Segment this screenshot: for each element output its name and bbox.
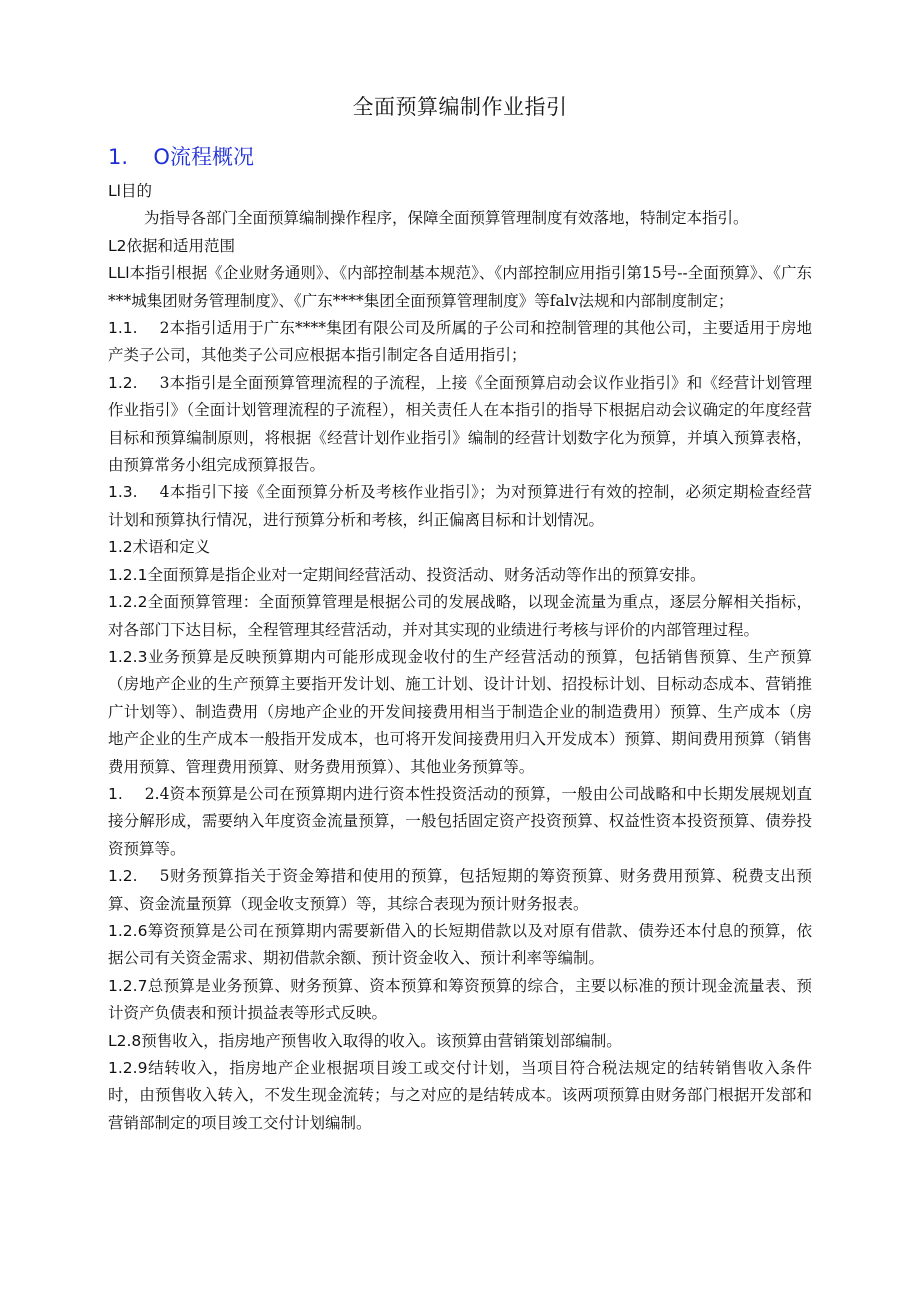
paragraph-downstream: 1.3. 4本指引下接《全面预算分析及考核作业指引》；为对预算进行有效的控制，必须定期检查经营计划和预算执行情况，进行预算分析和考核，纠正偏离目标和计划情况。 <box>108 483 812 529</box>
paragraph-scope-heading: L2依据和适用范围 <box>108 236 236 255</box>
paragraph-applicability: 1.1. 2本指引适用于广东****集团有限公司及所属的子公司和控制管理的其他公司，主要适用于房地产类子公司，其他类子公司应根据本指引制定各自适用指引； <box>108 319 812 365</box>
paragraph-upstream: 1.2. 3本指引是全面预算管理流程的子流程，上接《全面预算启动会议作业指引》和《经营计划管理作业指引》（全面计划管理流程的子流程），相关责任人在本指引的指导下根据启动会议确定的年度经营目标和预算编制原则，将根据《经营计划作业指引》编制的经营计划数字化为预算，并填入预算表格，由预算常务小组完成预算报告。 <box>108 373 812 475</box>
paragraph-terms-heading: 1.2术语和定义 <box>108 538 211 557</box>
paragraph-term-2: 1.2.2全面预算管理：全面预算管理是根据公司的发展战略，以现金流量为重点，逐层分解相关指标，对各部门下达目标，全程管理其经营活动，并对其实现的业绩进行考核与评价的内部管理过程。 <box>108 593 812 639</box>
section-number: 1. <box>108 145 129 169</box>
document-title: 全面预算编制作业指引 <box>352 95 568 119</box>
section-heading-1 <box>108 142 254 172</box>
paragraph-term-7: 1.2.7总预算是业务预算、财务预算、资本预算和筹资预算的综合，主要以标准的预计现金流量表、预计资产负债表和预计损益表等形式反映。 <box>108 976 812 1023</box>
paragraph-term-4: 1. 2.4资本预算是公司在预算期内进行资本性投资活动的预算，一般由公司战略和中长期发展规划直接分解形成，需要纳入年度资金流量预算，一般包括固定资产投资预算、权益性资本投资预算、债券投资预算等。 <box>108 784 812 858</box>
paragraph-term-9: 1.2.9结转收入，指房地产企业根据项目竣工或交付计划，当项目符合税法规定的结转销售收入条件时，由预售收入转入，不发生现金流转；与之对应的是结转成本。该两项预算由财务部门根据开发部和营销部制定的项目竣工交付计划编制。 <box>108 1059 812 1132</box>
document-body <box>108 178 812 1137</box>
paragraph-basis: LLl本指引根据《企业财务通则》、《内部控制基本规范》、《内部控制应用指引第15号--全面预算》、《广东***城集团财务管理制度》、《广东****集团全面预算管理制度》等falv法规和内部制度制定； <box>108 264 812 310</box>
paragraph-term-1: 1.2.1全面预算是指企业对一定期间经营活动、投资活动、财务活动等作出的预算安排。 <box>108 565 706 584</box>
paragraph-purpose-heading: Ll目的 <box>108 182 152 200</box>
section-title: O流程概况 <box>153 145 254 169</box>
paragraph-purpose: 为指导各部门全面预算编制操作程序，保障全面预算管理制度有效落地，特制定本指引。 <box>144 209 749 228</box>
paragraph-term-3: 1.2.3业务预算是反映预算期内可能形成现金收付的生产经营活动的预算，包括销售预算、生产预算（房地产企业的生产预算主要指开发计划、施工计划、设计计划、招投标计划、目标动态成本、营销推广计划等）、制造费用（房地产企业的开发间接费用相当于制造企业的制造费用）预算、生产成本（房地产企业的生产成本一般指开发成本，也可将开发间接费用归入开发成本）预算、期间费用预算（销售费用预算、管理费用预算、财务费用预算）、其他业务预算等。 <box>108 647 812 776</box>
paragraph-term-5: 1.2. 5财务预算指关于资金筹措和使用的预算，包括短期的筹资预算、财务费用预算、税费支出预算、资金流量预算（现金收支预算）等，其综合表现为预计财务报表。 <box>108 867 812 913</box>
paragraph-term-8: L2.8预售收入，指房地产预售收入取得的收入。该预算由营销策划部编制。 <box>108 1031 622 1050</box>
paragraph-term-6: 1.2.6筹资预算是公司在预算期内需要新借入的长短期借款以及对原有借款、债券还本付息的预算，依据公司有关资金需求、期初借款余额、预计资金收入、预计利率等编制。 <box>108 921 812 968</box>
